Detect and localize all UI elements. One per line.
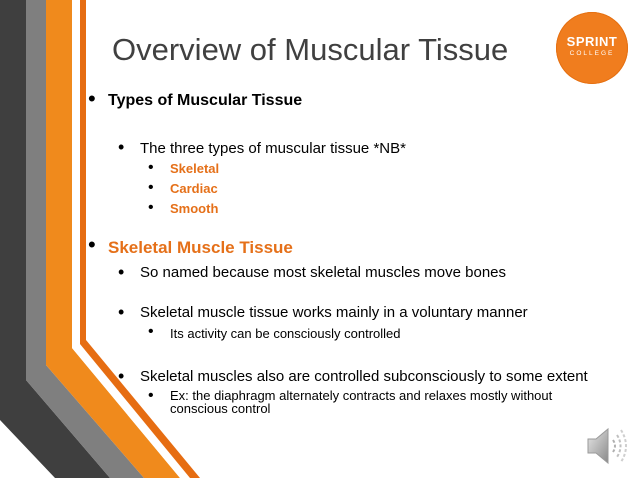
- sprint-college-logo: [556, 12, 628, 84]
- logo-line-2: COLLEGE: [569, 50, 615, 57]
- speaker-icon[interactable]: [584, 424, 632, 468]
- bullet-smooth: Smooth: [170, 201, 219, 216]
- bullet-dot: •: [88, 232, 96, 257]
- slide-title: Overview of Muscular Tissue: [112, 32, 509, 67]
- logo-line-1: SPRINT: [566, 34, 618, 49]
- bullet-dot: •: [118, 302, 125, 322]
- bullet-three-types: The three types of muscular tissue *NB*: [140, 140, 406, 157]
- bullet-cardiac: Cardiac: [170, 181, 218, 196]
- bullet-consciously-controlled: Its activity can be consciously controlled: [170, 326, 401, 341]
- bullet-dot: •: [148, 159, 154, 176]
- bullet-dot: •: [118, 137, 125, 157]
- bullet-skeletal: Skeletal: [170, 161, 220, 176]
- bullet-dot: •: [118, 262, 125, 282]
- bullet-dot: •: [88, 86, 96, 111]
- bullet-diaphragm-example: Ex: the diaphragm alternately contracts and relaxes mostly without conscious control: [170, 388, 553, 416]
- bullet-dot: •: [148, 179, 154, 196]
- bullet-subconsciously: Skeletal muscles also are controlled subconsciously to some extent: [140, 368, 588, 385]
- bullet-dot: •: [148, 323, 154, 340]
- bullet-skeletal-muscle-tissue: Skeletal Muscle Tissue: [108, 238, 293, 257]
- bullet-dot: •: [148, 387, 154, 404]
- bullet-types-of-muscular-tissue: Types of Muscular Tissue: [108, 92, 303, 109]
- bullet-so-named: So named because most skeletal muscles move bones: [140, 264, 507, 281]
- bullet-dot: •: [148, 199, 154, 216]
- bullet-voluntary: Skeletal muscle tissue works mainly in a voluntary manner: [140, 304, 528, 321]
- bullet-dot: •: [118, 366, 125, 386]
